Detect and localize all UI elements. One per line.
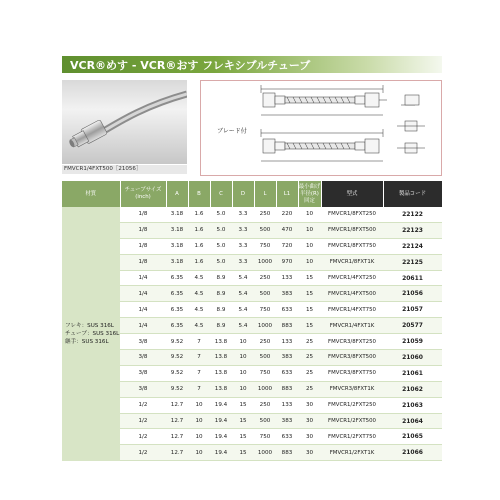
cell-product-code: 21056: [383, 286, 442, 302]
cell-d: 3.3: [232, 222, 254, 238]
cell-bend-radius: 30: [298, 445, 321, 461]
cell-d: 3.3: [232, 207, 254, 222]
material-label: フレキ: [65, 322, 82, 329]
cell-l1: 633: [276, 302, 298, 318]
title-bar: [62, 56, 442, 73]
cell-product-code: 21057: [383, 302, 442, 318]
cell-b: 7: [188, 350, 210, 366]
cell-model: FMVCR1/8FXT250: [321, 207, 383, 222]
cell-bend-radius: 10: [298, 238, 321, 254]
cell-model: FMVCR1/2FXT250: [321, 397, 383, 413]
cell-product-code: 20611: [383, 270, 442, 286]
cell-l1: 220: [276, 207, 298, 222]
header-b: B: [188, 181, 210, 207]
cell-tube-size: 3/8: [120, 350, 166, 366]
cell-d: 10: [232, 365, 254, 381]
cell-d: 5.4: [232, 318, 254, 334]
cell-model: FMVCR3/8FXT1K: [321, 381, 383, 397]
cell-bend-radius: 25: [298, 365, 321, 381]
cell-bend-radius: 25: [298, 381, 321, 397]
cell-a: 12.7: [166, 445, 188, 461]
cell-l: 750: [254, 429, 276, 445]
cell-d: 10: [232, 350, 254, 366]
cell-l: 250: [254, 334, 276, 350]
cell-l1: 383: [276, 350, 298, 366]
cell-b: 4.5: [188, 302, 210, 318]
cell-c: 19.4: [210, 397, 232, 413]
cell-tube-size: 3/8: [120, 381, 166, 397]
cell-tube-size: 1/4: [120, 318, 166, 334]
cell-a: 6.35: [166, 302, 188, 318]
cell-l1: 383: [276, 413, 298, 429]
header-l: L: [254, 181, 276, 207]
cell-l: 250: [254, 270, 276, 286]
cell-a: 3.18: [166, 222, 188, 238]
page-title: VCR®めす - VCR®おす フレキシブルチューブ: [70, 59, 311, 72]
cell-model: FMVCR1/8FXT1K: [321, 254, 383, 270]
cell-a: 6.35: [166, 270, 188, 286]
cell-product-code: 21064: [383, 413, 442, 429]
product-photo: [62, 80, 187, 164]
cell-bend-radius: 25: [298, 350, 321, 366]
cell-c: 13.8: [210, 365, 232, 381]
cell-b: 4.5: [188, 270, 210, 286]
cell-bend-radius: 10: [298, 207, 321, 222]
cell-model: FMVCR1/2FXT500: [321, 413, 383, 429]
cell-a: 6.35: [166, 318, 188, 334]
cell-l1: 883: [276, 318, 298, 334]
cell-l1: 470: [276, 222, 298, 238]
cell-tube-size: 3/8: [120, 365, 166, 381]
material-line: [65, 338, 120, 346]
cell-l1: 883: [276, 445, 298, 461]
table-row: [62, 207, 442, 222]
cell-product-code: 21063: [383, 397, 442, 413]
cell-l1: 720: [276, 238, 298, 254]
cell-l1: 883: [276, 381, 298, 397]
material-value: ：SUS 316L: [86, 330, 120, 337]
cell-bend-radius: 30: [298, 429, 321, 445]
cell-l: 250: [254, 207, 276, 222]
cell-l1: 383: [276, 286, 298, 302]
material-line: [65, 322, 120, 330]
cell-product-code: 22124: [383, 238, 442, 254]
cell-c: 5.0: [210, 238, 232, 254]
cell-c: 13.8: [210, 381, 232, 397]
cell-b: 1.6: [188, 254, 210, 270]
cell-product-code: 22125: [383, 254, 442, 270]
cell-product-code: 20577: [383, 318, 442, 334]
material-value: ：SUS 316L: [81, 322, 114, 329]
cell-l: 250: [254, 397, 276, 413]
cell-l: 750: [254, 238, 276, 254]
header-model: 型式: [321, 181, 383, 207]
cell-l: 1000: [254, 381, 276, 397]
cell-product-code: 21066: [383, 445, 442, 461]
cell-product-code: 21060: [383, 350, 442, 366]
table-body: [62, 207, 442, 461]
cell-l1: 133: [276, 397, 298, 413]
cell-c: 19.4: [210, 445, 232, 461]
cell-bend-radius: 10: [298, 222, 321, 238]
cell-tube-size: 1/8: [120, 254, 166, 270]
cell-tube-size: 1/2: [120, 445, 166, 461]
header-d: D: [232, 181, 254, 207]
cell-c: 5.0: [210, 207, 232, 222]
material-label: チューブ: [65, 330, 87, 337]
cell-tube-size: 1/8: [120, 207, 166, 222]
cell-c: 5.0: [210, 254, 232, 270]
cell-a: 9.52: [166, 365, 188, 381]
cell-d: 3.3: [232, 238, 254, 254]
cell-b: 7: [188, 381, 210, 397]
braid-label: ブレード付: [217, 128, 247, 135]
cell-a: 9.52: [166, 381, 188, 397]
cell-l: 1000: [254, 318, 276, 334]
cell-d: 15: [232, 429, 254, 445]
cell-model: FMVCR3/8FXT500: [321, 350, 383, 366]
photo-caption: FMVCR1/4FXT500［21056］: [62, 165, 187, 174]
cell-d: 5.4: [232, 286, 254, 302]
cell-product-code: 21065: [383, 429, 442, 445]
cell-model: FMVCR1/2FXT1K: [321, 445, 383, 461]
cell-a: 9.52: [166, 350, 188, 366]
cell-bend-radius: 30: [298, 413, 321, 429]
cell-b: 7: [188, 334, 210, 350]
cell-bend-radius: 15: [298, 318, 321, 334]
cell-model: FMVCR1/4FXT250: [321, 270, 383, 286]
material-line: [65, 330, 120, 338]
cell-a: 6.35: [166, 286, 188, 302]
cell-d: 15: [232, 413, 254, 429]
cell-a: 12.7: [166, 429, 188, 445]
cell-bend-radius: 15: [298, 302, 321, 318]
spec-table: [62, 181, 443, 461]
cell-tube-size: 1/2: [120, 413, 166, 429]
cell-b: 10: [188, 397, 210, 413]
cell-tube-size: 3/8: [120, 334, 166, 350]
flexible-tube-illustration: [62, 80, 187, 164]
cell-c: 19.4: [210, 429, 232, 445]
cell-d: 10: [232, 381, 254, 397]
material-value: ：SUS 316L: [76, 338, 109, 345]
cell-a: 12.7: [166, 397, 188, 413]
cell-a: 9.52: [166, 334, 188, 350]
cell-l: 500: [254, 350, 276, 366]
cell-b: 1.6: [188, 207, 210, 222]
cell-c: 19.4: [210, 413, 232, 429]
cell-l1: 133: [276, 334, 298, 350]
cell-c: 5.0: [210, 222, 232, 238]
cell-l: 750: [254, 365, 276, 381]
cell-bend-radius: 15: [298, 286, 321, 302]
cell-b: 4.5: [188, 286, 210, 302]
cell-model: FMVCR1/8FXT750: [321, 238, 383, 254]
cell-d: 5.4: [232, 270, 254, 286]
cell-product-code: 21061: [383, 365, 442, 381]
cell-l: 500: [254, 413, 276, 429]
table-header-row: [62, 181, 442, 207]
material-cell: [62, 207, 120, 461]
cell-l: 750: [254, 302, 276, 318]
cell-product-code: 22122: [383, 207, 442, 222]
cell-tube-size: 1/8: [120, 238, 166, 254]
cell-model: FMVCR1/4FXT1K: [321, 318, 383, 334]
cell-l1: 633: [276, 429, 298, 445]
cell-a: 3.18: [166, 254, 188, 270]
cell-model: FMVCR3/8FXT750: [321, 365, 383, 381]
cell-c: 8.9: [210, 318, 232, 334]
cell-b: 1.6: [188, 238, 210, 254]
cell-tube-size: 1/4: [120, 286, 166, 302]
cell-d: 3.3: [232, 254, 254, 270]
cell-c: 8.9: [210, 302, 232, 318]
material-label: 継手: [65, 338, 77, 345]
cell-product-code: 21062: [383, 381, 442, 397]
cell-product-code: 21059: [383, 334, 442, 350]
cell-tube-size: 1/2: [120, 429, 166, 445]
header-tube-size: チューブサイズ (inch): [120, 181, 166, 207]
cell-b: 10: [188, 413, 210, 429]
cell-model: FMVCR1/4FXT500: [321, 286, 383, 302]
header-a: A: [166, 181, 188, 207]
cell-b: 1.6: [188, 222, 210, 238]
cell-c: 8.9: [210, 270, 232, 286]
cell-l: 1000: [254, 445, 276, 461]
cell-l: 500: [254, 286, 276, 302]
cell-a: 3.18: [166, 238, 188, 254]
cell-model: FMVCR1/4FXT750: [321, 302, 383, 318]
cell-l1: 633: [276, 365, 298, 381]
header-min-bend-radius: 最小曲げ半径(R) 回定: [298, 181, 321, 207]
cell-b: 10: [188, 445, 210, 461]
cell-d: 5.4: [232, 302, 254, 318]
cell-l1: 970: [276, 254, 298, 270]
cell-bend-radius: 30: [298, 397, 321, 413]
cell-a: 12.7: [166, 413, 188, 429]
cell-l1: 133: [276, 270, 298, 286]
cell-model: FMVCR3/8FXT250: [321, 334, 383, 350]
cell-d: 15: [232, 445, 254, 461]
cell-bend-radius: 15: [298, 270, 321, 286]
header-material: 材質: [62, 181, 120, 207]
cell-tube-size: 1/8: [120, 222, 166, 238]
cell-bend-radius: 10: [298, 254, 321, 270]
cell-d: 10: [232, 334, 254, 350]
cell-c: 8.9: [210, 286, 232, 302]
cell-tube-size: 1/4: [120, 302, 166, 318]
cell-model: FMVCR1/2FXT750: [321, 429, 383, 445]
cell-product-code: 22123: [383, 222, 442, 238]
cell-b: 4.5: [188, 318, 210, 334]
cell-bend-radius: 25: [298, 334, 321, 350]
cell-l: 1000: [254, 254, 276, 270]
cell-tube-size: 1/2: [120, 397, 166, 413]
header-product-code: 製品コード: [383, 181, 442, 207]
cell-model: FMVCR1/8FXT500: [321, 222, 383, 238]
cell-b: 7: [188, 365, 210, 381]
header-l1: L1: [276, 181, 298, 207]
cell-tube-size: 1/4: [120, 270, 166, 286]
cell-c: 13.8: [210, 350, 232, 366]
cell-a: 3.18: [166, 207, 188, 222]
cell-l: 500: [254, 222, 276, 238]
header-c: C: [210, 181, 232, 207]
cell-d: 15: [232, 397, 254, 413]
cell-b: 10: [188, 429, 210, 445]
cell-c: 13.8: [210, 334, 232, 350]
